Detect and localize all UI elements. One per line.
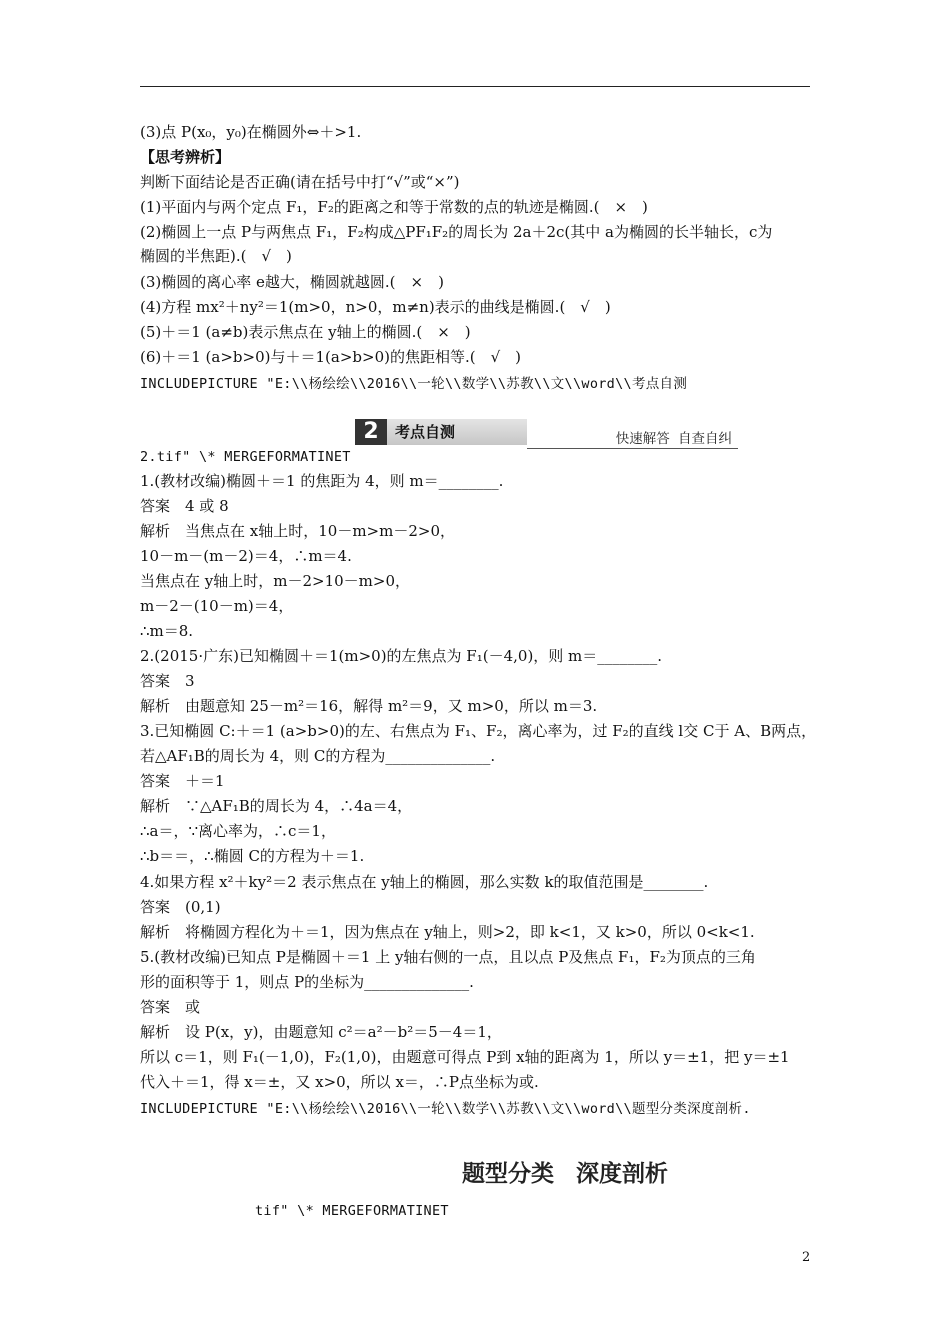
page-number: 2 bbox=[802, 1250, 811, 1265]
text-line: 2.(2015·广东)已知椭圆＋＝1(m>0)的左焦点为 F₁(－4,0)，则 m＝________. bbox=[140, 647, 663, 665]
text-line: 所以 c＝1，则 F₁(－1,0)，F₂(1,0)，由题意可得点 P到 x轴的距离为 1，所以 y＝±1，把 y＝±1 bbox=[140, 1048, 790, 1066]
text-line: 答案 (0,1) bbox=[140, 898, 221, 916]
text-line: 解析 将椭圆方程化为＋＝1，因为焦点在 y轴上，则>2，即 k<1，又 k>0，所以 0<k<1. bbox=[140, 923, 755, 941]
header-rule bbox=[140, 86, 810, 87]
text-line: m－2－(10－m)＝4， bbox=[140, 597, 294, 615]
banner-title: 考点自测 bbox=[387, 419, 527, 445]
text-line: 答案 4 或 8 bbox=[140, 497, 229, 515]
section-heading: 【思考辨析】 bbox=[140, 148, 231, 166]
text-line: 10－m－(m－2)＝4，∴m＝4. bbox=[140, 547, 352, 565]
banner-number: 2 bbox=[355, 419, 387, 445]
text-line: 解析 当焦点在 x轴上时，10－m>m－2>0， bbox=[140, 522, 455, 540]
text-line: 形的面积等于 1，则点 P的坐标为______________. bbox=[140, 973, 474, 991]
text-line: 答案 ＋＝1 bbox=[140, 772, 225, 790]
field-code-text: tif" \* MERGEFORMATINET bbox=[255, 1203, 449, 1219]
text-line: 解析 设 P(x，y)，由题意知 c²＝a²－b²＝5－4＝1， bbox=[140, 1023, 502, 1041]
text-line: 答案 或 bbox=[140, 998, 201, 1016]
section-heading-large: 题型分类 深度剖析 bbox=[462, 1161, 669, 1187]
text-line: 答案 3 bbox=[140, 672, 195, 690]
text-line: 椭圆的半焦距).( √ ) bbox=[140, 247, 292, 265]
text-line: (3)椭圆的离心率 e越大，椭圆就越圆.( × ) bbox=[140, 273, 444, 291]
field-code-text: 2.tif" \* MERGEFORMATINET bbox=[140, 449, 351, 465]
text-line: (5)＋＝1 (a≠b)表示焦点在 y轴上的椭圆.( × ) bbox=[140, 323, 471, 341]
text-line: 若△AF₁B的周长为 4，则 C的方程为______________. bbox=[140, 747, 496, 765]
text-line: 1.(教材改编)椭圆＋＝1 的焦距为 4，则 m＝________. bbox=[140, 472, 504, 490]
text-line: 解析 由题意知 25－m²＝16，解得 m²＝9，又 m>0，所以 m＝3. bbox=[140, 697, 598, 715]
text-line: (3)点 P(x₀，y₀)在椭圆外⇔＋>1. bbox=[140, 123, 362, 141]
text-line: 4.如果方程 x²＋ky²＝2 表示焦点在 y轴上的椭圆，那么实数 k的取值范围是________. bbox=[140, 873, 709, 891]
field-code-text: INCLUDEPICTURE "E:\\杨绘绘\\2016\\一轮\\数学\\苏教\\文\\word\\题型分类深度剖析. bbox=[140, 1101, 751, 1117]
text-line: 3.已知椭圆 C:＋＝1 (a>b>0)的左、右焦点为 F₁、F₂，离心率为，过 F₂的直线 l交 C于 A、B两点， bbox=[140, 722, 817, 740]
text-line: 代入＋＝1，得 x＝±，又 x>0，所以 x＝，∴P点坐标为或. bbox=[140, 1073, 539, 1091]
text-line: (2)椭圆上一点 P与两焦点 F₁，F₂构成△PF₁F₂的周长为 2a＋2c(其中 a为椭圆的长半轴长，c为 bbox=[140, 223, 773, 241]
text-line: 解析 ∵△AF₁B的周长为 4，∴4a＝4， bbox=[140, 797, 413, 815]
text-line: 判断下面结论是否正确(请在括号中打“√”或“×”) bbox=[140, 173, 460, 191]
text-line: (6)＋＝1 (a>b>0)与＋＝1(a>b>0)的焦距相等.( √ ) bbox=[140, 348, 521, 366]
text-line: (4)方程 mx²＋ny²＝1(m>0，n>0，m≠n)表示的曲线是椭圆.( √ ) bbox=[140, 298, 611, 316]
section-banner bbox=[355, 419, 738, 449]
field-code-text: INCLUDEPICTURE "E:\\杨绘绘\\2016\\一轮\\数学\\苏教\\文\\word\\考点自测 bbox=[140, 376, 688, 392]
text-line: 5.(教材改编)已知点 P是椭圆＋＝1 上 y轴右侧的一点，且以点 P及焦点 F₁，F₂为顶点的三角 bbox=[140, 948, 756, 966]
banner-rule bbox=[527, 448, 738, 449]
text-line: ∴b＝＝，∴椭圆 C的方程为＋＝1. bbox=[140, 847, 365, 865]
text-line: ∴m＝8. bbox=[140, 622, 194, 640]
banner-subtitle: 快速解答 自查自纠 bbox=[615, 431, 732, 447]
text-line: ∴a＝，∵离心率为，∴c＝1， bbox=[140, 822, 336, 840]
text-line: 当焦点在 y轴上时，m－2>10－m>0， bbox=[140, 572, 411, 590]
text-line: (1)平面内与两个定点 F₁，F₂的距离之和等于常数的点的轨迹是椭圆.( × ) bbox=[140, 198, 648, 216]
